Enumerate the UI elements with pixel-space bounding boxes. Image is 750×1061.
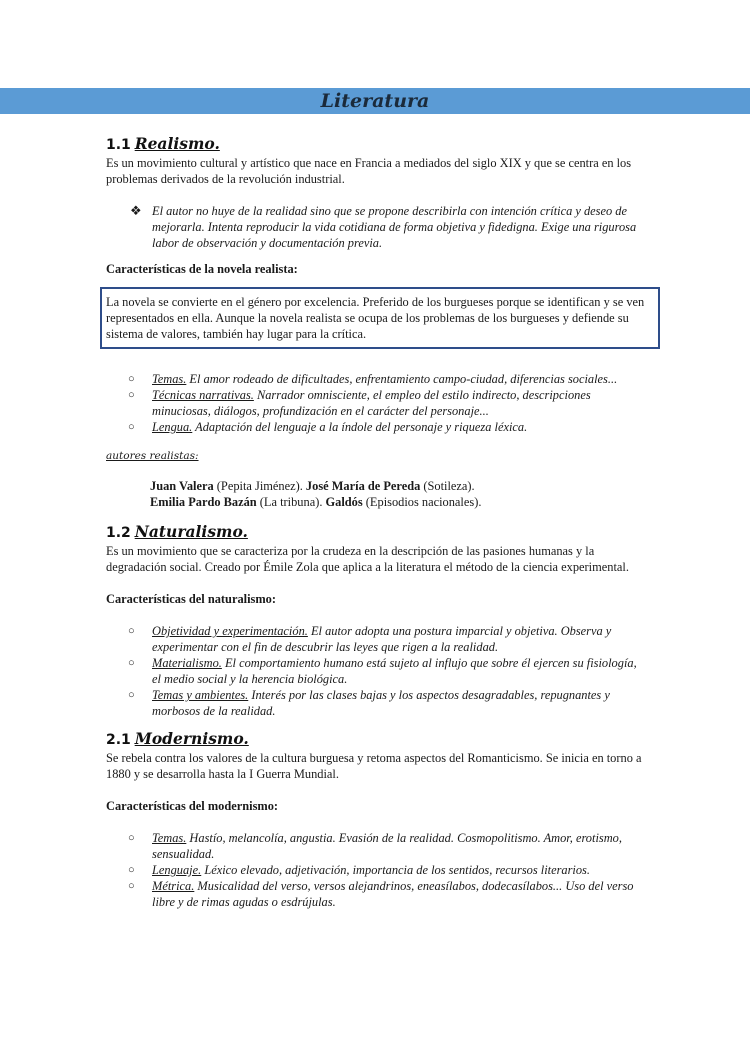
item-text: El autor adopta una postura imparcial y objetiva. Observa y experimentar con el fin de descubrir las leyes que rigen a la realidad. [152,624,612,654]
item-text: Narrador omnisciente, el empleo del estilo indirecto, descripciones minuciosas, diálogos, profundización en el carácter del personaje... [152,388,591,418]
section-name: Realismo. [134,134,220,153]
item-text: El amor rodeado de dificultades, enfrentamiento campo-ciudad, diferencias sociales... [186,372,618,386]
realismo-intro: Es un movimiento cultural y artístico que nace en Francia a mediados del siglo XIX y que se centra en los problemas derivados de la revolución industrial. [106,156,632,186]
list-item [106,623,646,655]
list-item [106,371,646,387]
diamond-bullet-icon: ❖ [130,203,142,218]
section-number: 1.1 [106,137,131,153]
circle-bullet-icon: ○ [128,421,135,433]
circle-bullet-icon: ○ [128,864,135,876]
realismo-caract-heading: Características de la novela realista: [106,262,298,276]
author-name: José María de Pereda [305,479,421,493]
list-item [106,830,646,862]
list-item [106,862,646,878]
author-work: (Sotileza). [420,479,475,493]
author-work: (Episodios nacionales). [362,495,482,509]
item-term: Materialismo. [152,656,222,670]
authors-list [106,478,646,510]
item-term: Temas. [152,372,187,386]
list-item [106,387,646,419]
section-name: Naturalismo. [134,522,248,541]
item-text: Adaptación del lenguaje a la índole del personaje y riqueza léxica. [192,420,528,434]
section-number: 2.1 [106,732,131,748]
author-name: Emilia Pardo Bazán [150,495,257,509]
realismo-highlight-box [100,287,660,349]
item-text: El comportamiento humano está sujeto al influjo que sobre él ejercen su fisiología, el medio social y la herencia biológica. [152,656,637,686]
item-term: Lengua. [152,420,193,434]
autores-heading [106,447,646,464]
circle-bullet-icon: ○ [128,689,135,701]
item-term: Lenguaje. [152,863,202,877]
author-name: Juan Valera [150,479,214,493]
title-banner [0,88,750,114]
section-number: 1.2 [106,525,131,541]
item-term: Temas y ambientes. [152,688,249,702]
item-text: Interés por las clases bajas y los aspectos desagradables, repugnantes y morbosos de la realidad. [152,688,610,718]
page-title: Literatura [320,90,430,112]
list-item [106,687,646,719]
item-text: Hastío, melancolía, angustia. Evasión de la realidad. Cosmopolitismo. Amor, erotismo, sensualidad. [152,831,622,861]
naturalismo-caract-heading: Características del naturalismo: [106,592,276,606]
list-item [106,419,646,435]
item-term: Objetividad y experimentación. [152,624,308,638]
circle-bullet-icon: ○ [128,657,135,669]
item-term: Técnicas narrativas. [152,388,254,402]
realismo-box-text: La novela se convierte en el género por excelencia. Preferido de los burgueses porque se identifican y se ven representados en ella. Aunque la novela realista se ocupa de los problemas de los burgueses y defiende su sistema de valores, también hay lugar para la crítica. [106,295,645,341]
autores-heading-text: autores realistas: [106,450,199,462]
section-heading-realismo [106,134,646,155]
circle-bullet-icon: ○ [128,880,135,892]
circle-bullet-icon: ○ [128,373,135,385]
naturalismo-intro: Es un movimiento que se caracteriza por la crudeza en la descripción de las pasiones humanas y la degradación social. Creado por Émile Zola que aplica a la literatura el método de la ciencia experimental. [106,544,629,574]
item-text: Musicalidad del verso, versos alejandrinos, eneasílabos, dodecasílabos... Uso del verso libre y de rimas agudas o esdrújulas. [152,879,634,909]
document-body [106,134,646,910]
modernismo-list [106,830,646,910]
authors-line-2 [150,494,646,510]
author-work: (La tribuna). [256,495,326,509]
circle-bullet-icon: ○ [128,832,135,844]
section-heading-naturalismo [106,522,646,543]
author-work: (Pepita Jiménez). [213,479,306,493]
author-name: Galdós [325,495,363,509]
circle-bullet-icon: ○ [128,625,135,637]
authors-line-1 [150,478,646,494]
circle-bullet-icon: ○ [128,389,135,401]
modernismo-intro: Se rebela contra los valores de la cultura burguesa y retoma aspectos del Romanticismo. Se inicia en torno a 1880 y se desarrolla hasta la I Guerra Mundial. [106,751,642,781]
item-term: Temas. [152,831,187,845]
list-item [106,655,646,687]
realismo-bullet-text: El autor no huye de la realidad sino que se propone describirla con intención crítica y deseo de mejorarla. Intenta reproducir la vida cotidiana de forma objetiva y fidedigna. Exige una rigurosa labor de observación y documentación previa. [152,204,637,250]
naturalismo-list [106,623,646,719]
section-name: Modernismo. [134,729,249,748]
section-heading-modernismo [106,729,646,750]
realismo-list [106,371,646,435]
realismo-bullet [106,203,646,251]
item-term: Métrica. [152,879,195,893]
modernismo-caract-heading: Características del modernismo: [106,799,279,813]
item-text: Léxico elevado, adjetivación, importancia de los sentidos, recursos literarios. [201,863,590,877]
list-item [106,878,646,910]
